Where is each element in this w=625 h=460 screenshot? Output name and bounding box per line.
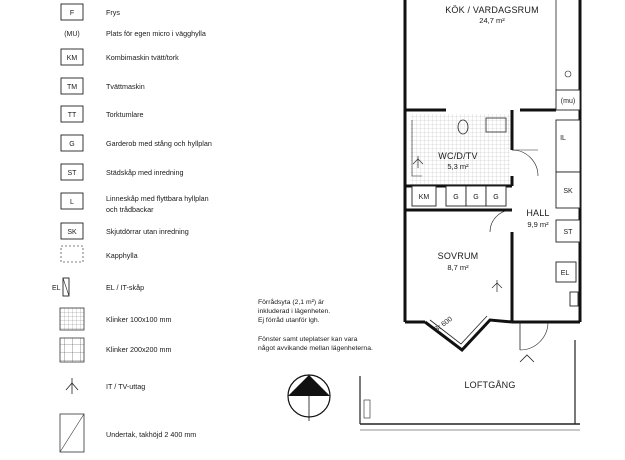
window-note-line: något avvikande mellan lägenheterna. (258, 345, 373, 352)
compass-icon (288, 375, 330, 421)
legend-item-el-it (52, 278, 144, 296)
legend-label: Klinker 100x100 mm (106, 315, 172, 324)
legend-label: Plats för egen micro i vägghylla (106, 29, 206, 38)
legend-item-skjutdorrar (61, 223, 189, 239)
legend-label: Tvättmaskin (106, 82, 145, 91)
tag-il: IL (560, 135, 566, 142)
legend-item-linneskap (61, 193, 209, 214)
legend-label: Frys (106, 8, 120, 17)
legend-item-it-tv (66, 378, 145, 394)
room-kitchen-area: 24,7 m² (479, 16, 505, 25)
legend-symbol: KM (66, 55, 78, 62)
legend-symbol: ST (67, 170, 77, 177)
legend-label: IT / TV-uttag (106, 382, 146, 391)
storage-note-line: Förrådsyta (2,1 m²) är (258, 299, 325, 306)
storage-note-line: inkluderad i lägenheten. (258, 308, 331, 315)
tag-g-2: G (473, 194, 479, 201)
room-gallery-name: LOFTGÅNG (464, 380, 516, 390)
notes (258, 298, 373, 352)
legend-label: Kombimaskin tvätt/tork (106, 53, 179, 62)
legend-item-frys (61, 4, 120, 20)
legend-label: EL / IT-skåp (106, 283, 145, 292)
tv-outlet-icon (492, 280, 502, 292)
tile-100-icon (60, 308, 84, 330)
legend-symbol: SK (67, 229, 77, 236)
legend-symbol: TM (66, 84, 78, 91)
tag-g-3: G (493, 194, 499, 201)
legend-symbol: TT (67, 112, 77, 119)
tv-outlet-icon (66, 378, 78, 394)
window-note-line: Fönster samt uteplatser kan vara (258, 336, 358, 343)
legend-item-undertak (60, 414, 196, 452)
room-bath-area: 5,3 m² (447, 162, 469, 171)
tag-mu: (mu) (560, 98, 576, 105)
legend-label: Skjutdörrar utan inredning (106, 227, 189, 236)
legend-item-micro (64, 29, 206, 38)
tag-g-1: G (453, 194, 459, 201)
legend-symbol: L (70, 199, 74, 206)
room-kitchen-name: KÖK / VARDAGSRUM (445, 5, 539, 15)
legend-label: Kapphylla (106, 251, 138, 260)
legend-item-torktumlare (61, 106, 144, 122)
kapphylla-icon (61, 246, 83, 262)
legend-item-klinker-200 (60, 338, 172, 362)
room-hall-name: HALL (526, 208, 550, 218)
legend-item-garderob (61, 135, 212, 151)
tag-el: EL (560, 270, 570, 277)
room-bedroom-area: 8,7 m² (447, 263, 469, 272)
room-bedroom-name: SOVRUM (437, 251, 479, 261)
legend-label: Garderob med stång och hyllplan (106, 139, 212, 148)
legend-item-kapphylla (61, 246, 138, 262)
legend-item-stadskap (61, 164, 184, 180)
legend-label: Undertak, takhöjd 2 400 mm (106, 430, 197, 439)
legend-label: Linneskåp med flyttbara hyllplan (106, 194, 209, 203)
legend-item-klinker-100 (60, 308, 172, 330)
legend-item-tvattmaskin (61, 78, 145, 94)
room-hall-area: 9,9 m² (527, 220, 549, 229)
legend-label: Städskåp med inredning (106, 168, 184, 177)
storage-note-line: Ej förråd utanför lgh. (258, 317, 320, 324)
legend-symbol: F (69, 10, 75, 17)
tile-200-icon (60, 338, 84, 362)
tag-km: KM (418, 194, 430, 201)
legend-label: Klinker 200x200 mm (106, 345, 172, 354)
legend-item-kombimaskin (61, 49, 179, 65)
tag-st: ST (563, 229, 573, 236)
legend-symbol: EL (52, 285, 61, 292)
legend-symbol: (MU) (64, 31, 80, 38)
tag-sk: SK (563, 188, 573, 195)
legend-label: Torktumlare (106, 110, 144, 119)
legend-symbol: G (69, 141, 75, 148)
tag-balcony-door: Br 600 (433, 315, 454, 334)
legend-label-line2: och trådbackar (106, 205, 154, 214)
legend (52, 4, 212, 452)
room-bath-name: WC/D/TV (438, 151, 478, 161)
